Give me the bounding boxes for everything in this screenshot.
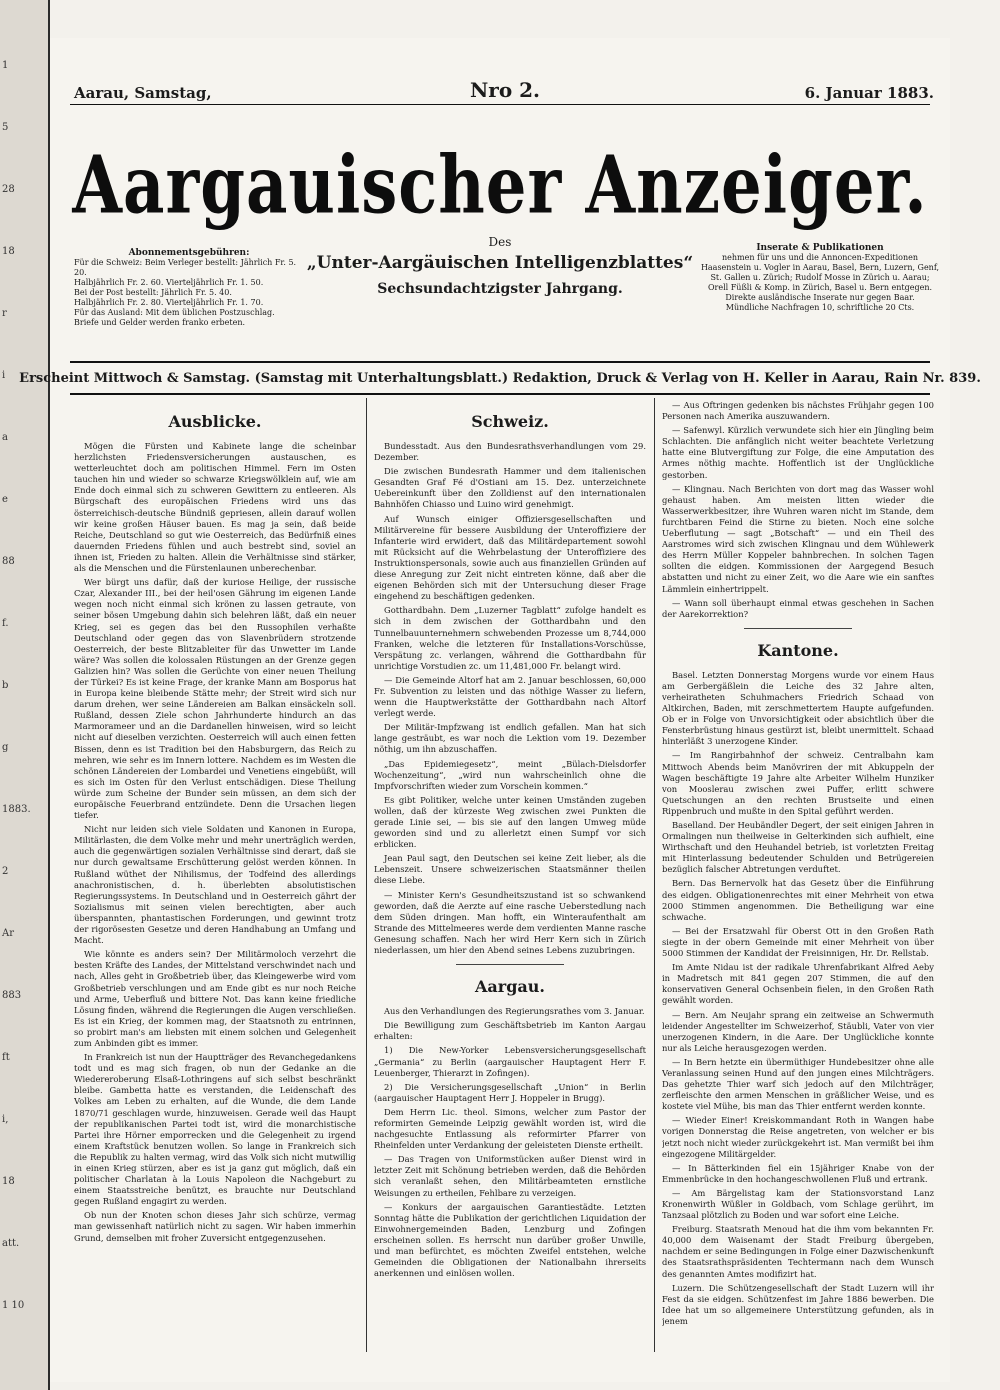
subscription-line: Halbjährlich Fr. 2. 60. Vierteljährlich Fr. 1. 50. (74, 278, 264, 287)
paragraph: Der Militär-Impfzwang ist endlich gefallen. Man hat sich lange gesträubt, es war noch die Lektion vom 19. Dezember nöthig, um ihn abzuschaffen. (374, 722, 646, 755)
paragraph: Aus den Verhandlungen des Regierungsrathes vom 3. Januar. (384, 1006, 645, 1017)
paragraph: — Safenwyl. Kürzlich verwundete sich hier ein Jüngling beim Schlachten. Die anfänglich nicht weiter beachtete Verletzung hatte eine Blutvergiftung zur Folge, die eine Amputation des Armes nöthig machte. Hoffentlich ist der Unglückliche gestorben. (662, 425, 934, 480)
margin-fragment: f. (2, 618, 9, 629)
ads-line: Mündliche Nachfragen 10, schriftliche 20 Cts. (725, 303, 915, 312)
subscription-title: Abonnementsgebühren: (128, 248, 250, 258)
paragraph: 1) Die New-Yorker Lebensversicherungsgesellschaft „Germania“ zu Berlin (aargauischer Hauptagent Herr F. Leuenberger, Thierarzt in Zofingen). (374, 1045, 646, 1078)
masthead-title: Aargauischer Anzeiger. (72, 138, 928, 233)
margin-fragment: b (2, 680, 9, 691)
paragraph: Jean Paul sagt, den Deutschen sei keine Zeit lieber, als die Lebenszeit. Unsere schweizerischen Staatsmänner theilen diese Liebe. (374, 853, 646, 886)
column-2 (374, 400, 646, 1362)
paragraph: Baselland. Der Heubändler Degert, der seit einigen Jahren in Ormalingen nun theilweise in Gelterkinden sich aufhielt, eine Wirthschaft und den Heuhandel betrieb, ist vorletzten Freitag mit Hinterlassung bedeutender Schulden und Betrügereien bezüglich falscher Abtretungen verduftet. (662, 820, 934, 875)
paragraph: 2) Die Versicherungsgesellschaft „Union“ in Berlin (aargauischer Hauptagent Herr J. Hoppeler in Brugg). (374, 1081, 646, 1103)
subscription-line: Briefe und Gelder werden franko erbeten. (74, 318, 246, 327)
subscription-line: Bei der Post bestellt: Jährlich Fr. 5. 40. (74, 288, 232, 297)
subscription-line: Für das Ausland: Mit dem üblichen Postzuschlag. (74, 308, 275, 317)
article-title-ausblicke: Ausblicke. (168, 412, 262, 431)
ads-line: St. Gallen u. Zürich; Rudolf Mosse in Zürich u. Aarau; (710, 273, 930, 282)
paragraph: Basel. Letzten Donnerstag Morgens wurde vor einem Haus am Gerbergäßlein die Leiche des 32 Jahre alten, verheiratheten Schuhmachers Friedrich Schaad von Altkirchen, Baden, mit zerschmettertem Haupte aufgefunden. Ob er in Folge von Unvorsichtigkeit oder absichtlich über die Fensterbrüstung hinaus gestürzt ist, bleibt unermittelt. Schaad hinterläßt 3 unerzogene Kinder. (662, 669, 934, 747)
margin-fragment: e (2, 494, 8, 505)
subtitle-year: Sechsundachtzigster Jahrgang. (377, 281, 623, 297)
margin-fragment: 5 (2, 122, 9, 133)
margin-fragment: 1 10 (2, 1300, 25, 1311)
paragraph: Ob nun der Knoten schon dieses Jahr sich schürze, vermag man gewissenhaft natürlich nicht zu sagen. Wir haben immerhin Grund, demselben mit froher Zuversicht entgegenzusehen. (74, 1210, 356, 1243)
section-title-schweiz: Schweiz. (471, 412, 549, 431)
section-title-aargau: Aargau. (475, 977, 545, 997)
ads-line: Direkte ausländische Inserate nur gegen Baar. (725, 293, 915, 302)
margin-fragment: ft (2, 1052, 10, 1063)
paragraph: — In Bern hetzte ein übermüthiger Hundebesitzer ohne alle Veranlassung seinen Hund auf den jungen eines Milchträgers. Das gehetzte Thier warf sich jedoch auf den Milchträger, zerfleischte den armen Menschen in gräßlicher Weise, und es kostete viel Mühe, bis man das Thier entfernt werden konnte. (662, 1056, 934, 1112)
margin-fragment: r (2, 308, 7, 319)
paragraph: Dem Herrn Lic. theol. Simons, welcher zum Pastor der reformirten Gemeinde Leipzig gewählt worden ist, wird die nachgesuchte Entlassung als reformirter Pfarrer von Rheinfelden unter Verdankung der geleisteten Dienste ertheilt. (374, 1106, 646, 1151)
imprint-text: Erscheint Mittwoch & Samstag. (Samstag mit Unterhaltungsblatt.) Redaktion, Druck & Verlag von H. Keller in Aarau, Rain Nr. 839. (19, 370, 981, 386)
column-1 (74, 400, 356, 1362)
paragraph: — Konkurs der aargauischen Garantiestädte. Letzten Sonntag hätte die Publikation der gerichtlichen Liquidation der Einwohnergemeinden Baden, Lenzburg und Zofingen erscheinen sollen. Es herrscht nun darüber großer Unwille, und man befürchtet, es möchten Zweifel entstehen, welche Gemeinden die Obligationen der Nationalbahn ihrerseits anerkennen und einlösen wollen. (374, 1201, 646, 1279)
paragraph: Luzern. Die Schützengesellschaft der Stadt Luzern will ihr Fest da sie eidgen. Schützenfest im Jahre 1886 bewerben. Die Idee hat um so allgemeinere Unterstützung gefunden, als in jenem (662, 1282, 934, 1326)
subscription-box (74, 248, 304, 328)
subscription-line: Für die Schweiz: Beim Verleger bestellt: Jährlich Fr. 5. 20. (74, 258, 297, 277)
paragraph: — Aus Oftringen gedenken bis nächstes Frühjahr gegen 100 Personen nach Amerika auszuwandern. (662, 400, 934, 422)
header-rule (70, 104, 930, 105)
paragraph: Mögen die Fürsten und Kabinete lange die scheinbar herzlichsten Friedensversicherungen austauschen, es wetterleuchtet doch am politischen Himmel. Fern im Osten tauchen hin und wieder so schwarze Kriegswölklein auf, wie am Ende doch einmal sich zu schweren Gewittern zu entleeren. Als Bürgschaft des europäischen Friedens wird uns das österreichisch-deutsche Bündniß gepriesen, allein darauf wollen wir keine großen Häuser bauen. Es mag ja sein, daß beide Reiche, Deutschland so gut wie Oesterreich, das Bedürfniß eines dauernden Friedens fühlen und auch bestrebt sind, soviel an ihnen ist, Frieden zu halten. Allein die Verhältnisse sind stärker, als die Menschen und die Fürstenlaunen unberechenbar. (74, 441, 356, 574)
left-page-margin (0, 0, 50, 1390)
paragraph: In Frankreich ist nun der Hauptträger des Revanchegedankens todt und es mag sich fragen, ob nun der Gedanke an die Wiedereroberung Elsaß-Lothringens auf sich selbst beschränkt bleibe. Gambetta hatte es verstanden, die Leidenschaft des Volkes am Leben zu erhalten, auf die Wunde, die dem Lande 1870/71 geschlagen wurde, hinzuweisen. Gerade weil das Haupt der republikanischen Partei todt ist, wird die monarchistische Partei ihre Hörner emporrecken und die Gelegenheit zu irgend einem Kraftstück benutzen wollen. So lange in Frankreich sich die Republik zu halten vermag, wird das Volk sich nicht mutwillig in einen Krieg stürzen, aber es ist ja ganz gut möglich, daß ein politischer Charlatan à la Louis Napoleon die Nachgeburt zu einem Staatsstreiche benützt, es brauchte nur Deutschland gegen Rußland engagirt zu werden. (74, 1052, 356, 1207)
paragraph: Die Bewilligung zum Geschäftsbetrieb im Kanton Aargau erhalten: (374, 1020, 646, 1042)
paragraph: — Wann soll überhaupt einmal etwas geschehen in Sachen der Aarekorrektion? (662, 597, 934, 619)
issue-number: Nro 2. (470, 78, 540, 102)
paragraph: Freiburg. Staatsrath Menoud hat die ihm vom bekannten Fr. 40,000 dem Waisenamt der Stadt Freiburg übergeben, nachdem er seine Bedingungen in Folge einer Dazwischenkunft des Staatsrathspräsidenten Techtermann nach dem Wunsch des genannten Amtes modifizirt hat. (662, 1224, 934, 1279)
paragraph: — In Bätterkinden fiel ein 15jähriger Knabe von der Emmenbrücke in den hochangeschwollenen Fluß und ertrank. (662, 1162, 934, 1184)
margin-fragment: a (2, 432, 8, 443)
margin-fragment: 883 (2, 990, 22, 1001)
margin-fragment: 88 (2, 556, 15, 567)
ads-line: nehmen für uns und die Annoncen-Expeditionen Haasenstein u. Vogler in Aarau, Basel, Bern, Luzern, Genf, (700, 253, 940, 272)
newspaper-page (19, 38, 981, 1382)
section-title-kantone: Kantone. (757, 640, 839, 660)
margin-fragment: 1 (2, 60, 9, 71)
paragraph: — Im Rangirbahnhof der schweiz. Centralbahn kam Mittwoch Abends beim Manövriren der mit Abkuppeln der Wagen beschäftigte 19 Jahre alte Arbeiter Wilhelm Hunziker von Mooslerau zwischen zwei Puffer, erlitt schwere Quetschungen an den rechten Brustseite und einen Rippenbruch und mußte in den Spital geführt werden. (662, 750, 934, 816)
margin-fragment: i, (2, 1114, 9, 1125)
paragraph: Im Amte Nidau ist der radikale Uhrenfabrikant Alfred Aeby in Madretsch mit 841 gegen 207 Stimmen, die auf den konservativen General Ochsenbein fielen, in den Großen Rath gewählt worden. (662, 962, 934, 1006)
margin-fragment: Ar (2, 928, 15, 939)
paragraph: — Bei der Ersatzwahl für Oberst Ott in den Großen Rath siegte in der obern Gemeinde mit einer Mehrheit von über 5000 Stimmen der Kandidat der Freisinnigen, Hr. Dr. Rellstab. (662, 925, 934, 959)
paragraph: Wie könnte es anders sein? Der Militärmoloch verzehrt die besten Kräfte des Landes, der Mittelstand verschwindet nach und nach, Alles geht in Großbetrieb über, das Kleingewerbe wird vom Großbetrieb verschlungen und am Ende gibt es nur noch Reiche und Arme, Ueberfluß und bittere Not. Das kann keine friedliche Lösung finden, während die Regierungen die Augen verschließen. Es ist ein Krieg, der kommen mag, der Staatsnoth zu entrinnen, so probirt man's am liebsten mit einem solchen und Gelegenheit zum Anbinden gibt es immer. (74, 949, 356, 1048)
margin-fragment: 2 (2, 866, 9, 877)
paragraph: — Wieder Einer! Kreiskommandant Roth in Wangen habe vorigen Donnerstag die Reise angetreten, von welcher er bis jetzt noch nicht wieder zurückgekehrt ist. Man vermißt bei ihm eingezogene Militärgelder. (662, 1115, 934, 1159)
section-separator (456, 964, 565, 965)
paragraph: Auf Wunsch einiger Offiziersgesellschaften und Militärvereine für bessere Ausbildung der Unteroffiziere der Infanterie wird erwidert, daß das Militärdepartement sowohl mit Rücksicht auf die Wehrbelastung der Unteroffiziere des Instruktionspersonals, sowie auch aus finanziellen Gründen auf diese Anregung zur Zeit nicht eintreten könne, daß aber die eigenen Behörden sich mit der Untersuchung dieser Frage eingehend zu beschäftigen gedenken. (374, 513, 646, 602)
paragraph: Bundesstadt. Aus den Bundesrathsverhandlungen vom 29. Dezember. (374, 441, 646, 463)
subscription-line: Halbjährlich Fr. 2. 80. Vierteljährlich Fr. 1. 70. (74, 298, 264, 307)
paragraph: — Das Tragen von Uniformstücken außer Dienst wird in letzter Zeit mit Schönung betrieben werden, daß die Behörden sich veranlaßt sehen, den Militärbeamteten ernstliche Weisungen zu ertheilen, Fehlbare zu verzeigen. (374, 1154, 646, 1198)
margin-fragment: att. (2, 1238, 20, 1249)
paragraph: Es gibt Politiker, welche unter keinen Umständen zugeben wollen, daß der kürzeste Weg zwischen zwei Punkten die gerade Linie sei, — bis sie auf den langen Umweg müde geworden sind und zu allerletzt einen Sumpf vor sich erblicken. (374, 794, 646, 850)
ads-line: Orell Füßli & Komp. in Zürich, Basel u. Bern entgegen. (707, 283, 933, 292)
paragraph: — Am Bärgelistag kam der Stationsvorstand Lanz Kronenwirth Wüßler in Goldbach, vom Schlage gerührt, im Tanzsaal plötzlich zu Boden und war sofort eine Leiche. (662, 1187, 934, 1221)
margin-fragment: 1883. (2, 804, 31, 815)
margin-fragment: 28 (2, 184, 15, 195)
issue-date: 6. Januar 1883. (804, 84, 934, 102)
subtitle-name: „Unter-Aargäuischen Intelligenzblattes“ (306, 253, 694, 273)
paragraph: — Bern. Am Neujahr sprang ein zeitweise an Schwermuth leidender Angestellter im Schweizerhof, Stäubli, Vater von vier unerzogenen Kindern, in die Aare. Der Unglückliche konnte nur als Leiche herausgezogen werden. (662, 1009, 934, 1053)
paragraph: Gotthardbahn. Dem „Luzerner Tagblatt“ zufolge handelt es sich in dem zwischen der Gotthardbahn und den Tunnelbauunternehmern schwebenden Prozesse um 8,744,000 Franken, welche die letzteren für Installations-Vorschüsse, Verspätung zc. verlangen, während die Gotthardbahn für unrichtige Vorstudien zc. um 11,481,000 Fr. belangt wird. (374, 605, 646, 671)
margin-fragment: i (2, 370, 6, 381)
paragraph: — Klingnau. Nach Berichten von dort mag das Wasser wohl gehaust haben. Am meisten litten wieder die Wasserwerkbesitzer, ihre Wuhren waren nicht im Stande, dem furchtbaren Feind die Stirne zu bieten. Noch eine solche Ueberflutung — sagt „Botschaft“ — und ein Theil des Aarstromes wird sich zwischen Klingnau und dem Wühlewerk des Herrn Müller Koppeler bahnbrechen. In solchen Tagen sollten die eidgen. Kommissionen der Aargegend Besuch abstatten und nicht zu einer Zeit, wo die Aare wie ein sanftes Lämmlein einhertrippelt. (662, 483, 934, 594)
column-rule-2 (654, 398, 655, 1352)
section-separator (744, 628, 853, 629)
paragraph: „Das Epidemiegesetz“, meint „Bülach-Dielsdorfer Wochenzeitung“, „wird nun wahrscheinlich ohne die Impfvorschriften wieder zum Vorschein kommen.“ (374, 758, 646, 791)
margin-fragment: 18 (2, 246, 15, 257)
margin-fragment: g (2, 742, 9, 753)
paragraph: Nicht nur leiden sich viele Soldaten und Kanonen in Europa, Militärlasten, die dem Volke mehr und mehr unerträglich werden, auch die gegenwärtigen sozialen Verhältnisse sind derart, daß sie nur durch gewaltsame Erschütterung gelöst werden können. In Rußland wüthet der Nihilismus, der Todfeind des allerdings anachronistischen, d. h. überlebten absolutistischen Regierungssystems. In Deutschland und in Oesterreich gährt der Sozialismus mit seinen vielen berechtigten, aber auch überspannten, phantastischen Forderungen, und gewinnt trotz der rigorösesten Gesetze und deren Handhabung an Umfang und Macht. (74, 824, 356, 946)
paragraph: Bern. Das Bernervolk hat das Gesetz über die Einführung des eidgen. Obligationenrechtes mit einer Mehrheit von etwa 2000 Stimmen angenommen. Die Betheiligung war eine schwache. (662, 878, 934, 922)
paragraph: Wer bürgt uns dafür, daß der kuriose Heilige, der russische Czar, Alexander III., bei der heil'osen Gährung im eigenen Lande wegen noch nicht einmal sich krönen zu lassen getraute, von seiner bösen Umgebung dahin sich belehren läßt, daß ein neuer Krieg, sei es gegen das bei den Russophilen verhaßte Deutschland oder gegen das von Slavenbrüdern strotzende Oesterreich, der beste Blitzableiter für das Unwetter im Lande wäre? Was sollen die kolossalen Rüstungen an der Grenze gegen Galizien hin? Was sollen die Gerüchte von einer neuen Theilung der Türkei? Es ist keine Frage, der kranke Mann am Bosporus hat in Europa keine bleibende Stätte mehr; der Streit wird sich nur darum drehen, wer seine Ländereien am Balkan einsäckeln soll. Rußland, dessen Ziele schon Jahrhunderte hindurch an das Marmorameer und an die Dardanellen hinweisen, wird so leicht nicht auf dieselben verzichten. Oesterreich will auch einen fetten Bissen, denn es ist Tradition bei den Habsburgern, das Reich zu mehren, wie sehr es im Innern lottere. Nachdem es im Westen die schönen Ländereien der Lombardei und Venetiens eingebüßt, will es sich im Osten für den Verlust entschädigen. Diese Theilung würde zum Scheine der Bunder sein müssen, an dem sich der europäische Feuerbrand entzündete. Denn die Ursachen liegen tiefer. (74, 577, 356, 821)
subtitle-des: Des (488, 235, 512, 249)
paragraph: Die zwischen Bundesrath Hammer und dem italienischen Gesandten Graf Fé d'Ostiani am 15. Dez. unterzeichnete Uebereinkunft über den Zolldienst auf den internationalen Bahnhöfen Chiasso und Luino wird genehmigt. (374, 466, 646, 510)
column-3 (662, 400, 934, 1362)
margin-fragment: 18 (2, 1176, 15, 1187)
ads-title: Inserate & Publikationen (756, 243, 884, 253)
imprint-bar (19, 361, 981, 395)
column-rule-1 (366, 398, 367, 1352)
paragraph: — Die Gemeinde Altorf hat am 2. Januar beschlossen, 60,000 Fr. Subvention zu leisten und das nöthige Wasser zu liefern, wenn die Hauptwerkstätte der Gotthardbahn nach Altorf verlegt werde. (374, 674, 646, 719)
paragraph: — Minister Kern's Gesundheitszustand ist so schwankend geworden, daß die Aerzte auf eine rasche Ueberstedlung nach dem Süden dringen. Man hofft, ein Winteraufenthalt am Strande des Mittelmeeres werde dem verdienten Manne rasche Genesung schaffen. Nach her wird Herr Kern sich in Zürich niederlassen, um hier den Abend seines Lebens zuzubringen. (374, 889, 646, 956)
ads-box (700, 243, 940, 313)
place-date: Aarau, Samstag, (74, 84, 212, 102)
